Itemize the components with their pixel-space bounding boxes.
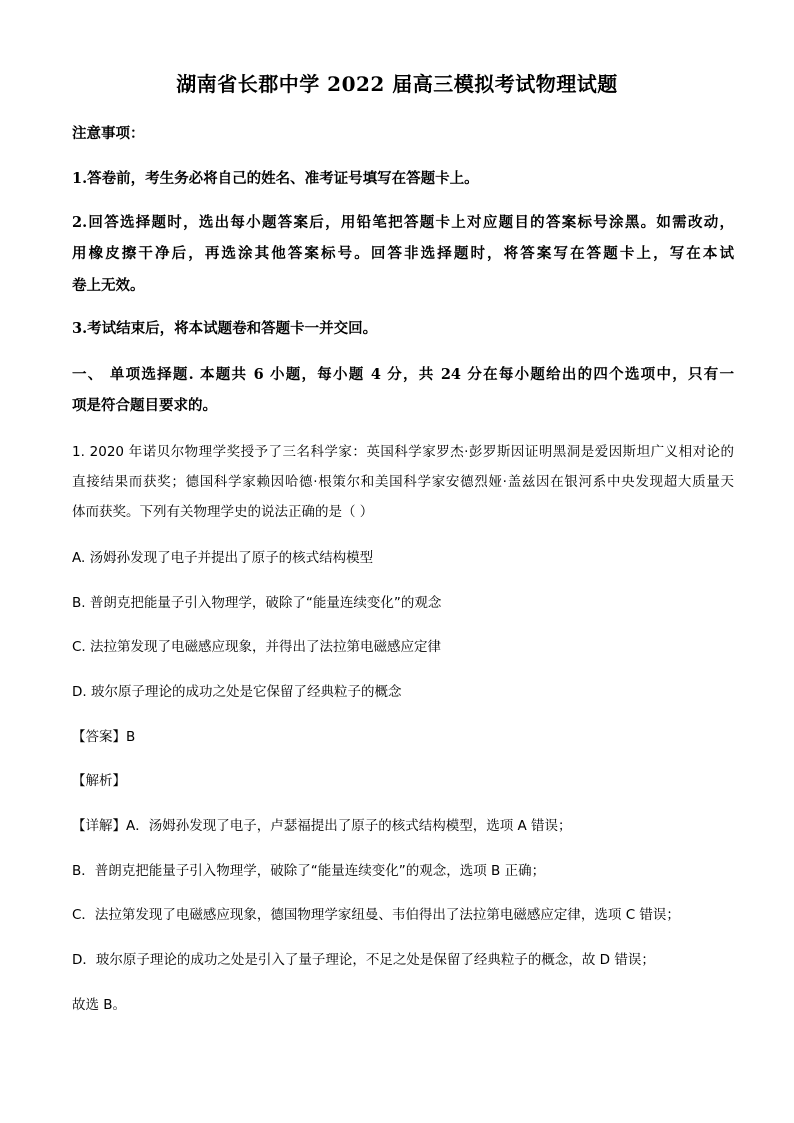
detail-option-a: 【详解】A．汤姆孙发现了电子，卢瑟福提出了原子的核式结构模型，选项 A 错误； xyxy=(72,818,572,834)
question-stem-line-2: 直接结果而获奖；德国科学家赖因哈德·根策尔和美国科学家安德烈娅·盖兹因在银河系中央发现超大质量天 xyxy=(72,474,734,490)
detail-option-b: B．普朗克把能量子引入物理学，破除了“能量连续变化”的观念，选项 B 正确； xyxy=(72,863,546,879)
section-heading-line-1: 一、 单项选择题. 本题共 6 小题，每小题 4 分，共 24 分在每小题给出的四个选项中，只有一 xyxy=(72,366,734,383)
conclusion: 故选 B。 xyxy=(72,997,127,1013)
notice-heading: 注意事项： xyxy=(72,125,145,142)
option-a: A. 汤姆孙发现了电子并提出了原子的核式结构模型 xyxy=(72,550,374,566)
option-b: B. 普朗克把能量子引入物理学，破除了“能量连续变化”的观念 xyxy=(72,595,442,611)
notice-item-1: 1.答卷前，考生务必将自己的姓名、准考证号填写在答题卡上。 xyxy=(72,170,479,187)
detail-option-c: C．法拉第发现了电磁感应现象，德国物理学家纽曼、韦伯得出了法拉第电磁感应定律，选项 C 错误； xyxy=(72,907,680,923)
notice-item-2-line-3: 卷上无效。 xyxy=(72,277,145,294)
answer-label: 【答案】B xyxy=(72,729,136,745)
notice-item-2-line-1: 2.回答选择题时，选出每小题答案后，用铅笔把答题卡上对应题目的答案标号涂黑。如需改动， xyxy=(72,214,734,231)
section-heading-line-2: 项是符合题目要求的。 xyxy=(72,397,217,414)
detail-option-d: D．玻尔原子理论的成功之处是引入了量子理论，不足之处是保留了经典粒子的概念，故 D 错误； xyxy=(72,952,655,968)
page-title: 湖南省长郡中学 2022 届高三模拟考试物理试题 xyxy=(176,72,618,96)
notice-item-2-line-2: 用橡皮擦干净后，再选涂其他答案标号。回答非选择题时，将答案写在答题卡上，写在本试 xyxy=(72,245,734,262)
analysis-heading: 【解析】 xyxy=(72,773,126,789)
question-stem-line-1: 1. 2020 年诺贝尔物理学奖授予了三名科学家：英国科学家罗杰·彭罗斯因证明黑洞是爱因斯坦广义相对论的 xyxy=(72,444,734,460)
notice-item-3: 3.考试结束后，将本试题卷和答题卡一并交回。 xyxy=(72,320,378,337)
option-d: D. 玻尔原子理论的成功之处是它保留了经典粒子的概念 xyxy=(72,684,402,700)
option-c: C. 法拉第发现了电磁感应现象，并得出了法拉第电磁感应定律 xyxy=(72,639,442,655)
question-stem-line-3: 体而获奖。下列有关物理学史的说法正确的是（ ） xyxy=(72,504,374,520)
